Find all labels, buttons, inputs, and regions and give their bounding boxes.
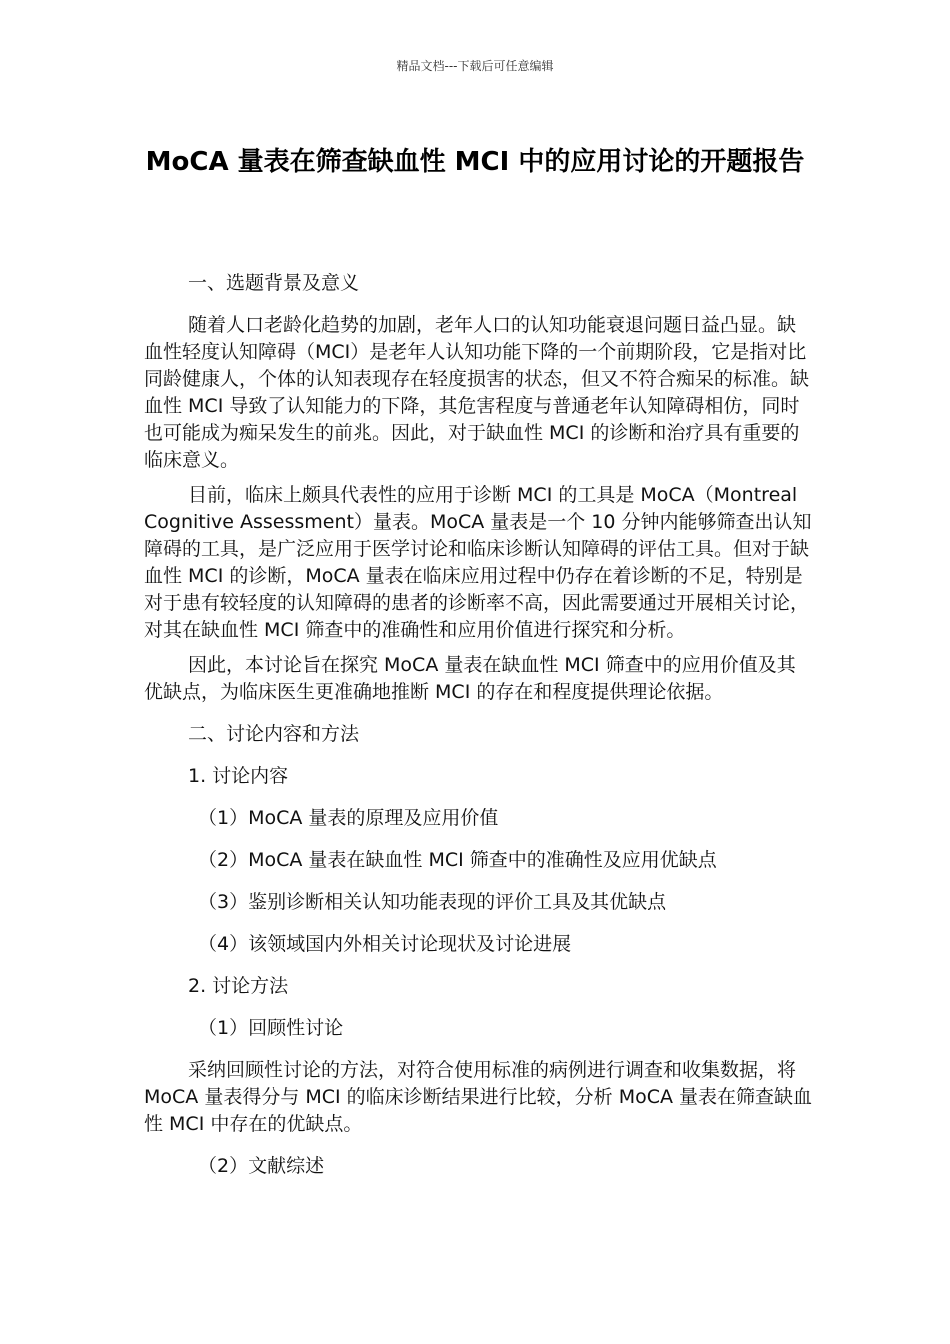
content-item-2: （2）MoCA 量表在缺血性 MCI 筛查中的准确性及应用优缺点 — [198, 849, 717, 871]
paragraph-background-1: 随着人口老龄化趋势的加剧，老年人口的认知功能衰退问题日益凸显。缺血性轻度认知障碍（MCI）是老年人认知功能下降的一个前期阶段，它是指对比同龄健康人，个体的认知表现存在轻度损害的状态，但又不符合痴呆的标准。缺血性 MCI 导致了认知能力的下降，其危害程度与普通老年认知障碍相仿，同时也可能成为痴呆发生的前兆。因此，对于缺血性 MCI 的诊断和治疗具有重要的临床意义。 — [144, 314, 810, 471]
content-item-3: （3）鉴别诊断相关认知功能表现的评价工具及其优缺点 — [198, 891, 667, 913]
paragraph-background-3: 因此，本讨论旨在探究 MoCA 量表在缺血性 MCI 筛查中的应用价值及其优缺点，为临床医生更准确地推断 MCI 的存在和程度提供理论依据。 — [144, 654, 796, 703]
method-item-retrospective: （1）回顾性讨论 — [198, 1017, 344, 1039]
content-item-4: （4）该领域国内外相关讨论现状及讨论进展 — [198, 933, 572, 955]
document-body — [144, 270, 814, 1195]
header-note: 精品文档---下载后可任意编辑 — [396, 59, 554, 73]
subheading-research-content: 1. 讨论内容 — [188, 765, 289, 787]
paragraph-retrospective-method: 采纳回顾性讨论的方法，对符合使用标准的病例进行调查和收集数据，将 MoCA 量表得分与 MCI 的临床诊断结果进行比较，分析 MoCA 量表在筛查缺血性 MCI 中存在的优缺点。 — [144, 1059, 813, 1135]
document-title: MoCA 量表在筛查缺血性 MCI 中的应用讨论的开题报告 — [145, 147, 805, 177]
method-item-literature-review: （2）文献综述 — [198, 1155, 325, 1177]
paragraph-background-2: 目前，临床上颇具代表性的应用于诊断 MCI 的工具是 MoCA（Montreal Cognitive Assessment）量表。MoCA 量表是一个 10 分钟内能够筛查出认知障碍的工具，是广泛应用于医学讨论和临床诊断认知障碍的评估工具。但对于缺血性 MCI 的诊断，MoCA 量表在临床应用过程中仍存在着诊断的不足，特别是对于患有较轻度的认知障碍的患者的诊断率不高，因此需要通过开展相关讨论，对其在缺血性 MCI 筛查中的准确性和应用价值进行探究和分析。 — [144, 484, 812, 641]
section-heading-content-methods: 二、讨论内容和方法 — [188, 723, 360, 745]
subheading-research-methods: 2. 讨论方法 — [188, 975, 289, 997]
section-heading-background: 一、选题背景及意义 — [188, 272, 360, 294]
content-item-1: （1）MoCA 量表的原理及应用价值 — [198, 807, 499, 829]
